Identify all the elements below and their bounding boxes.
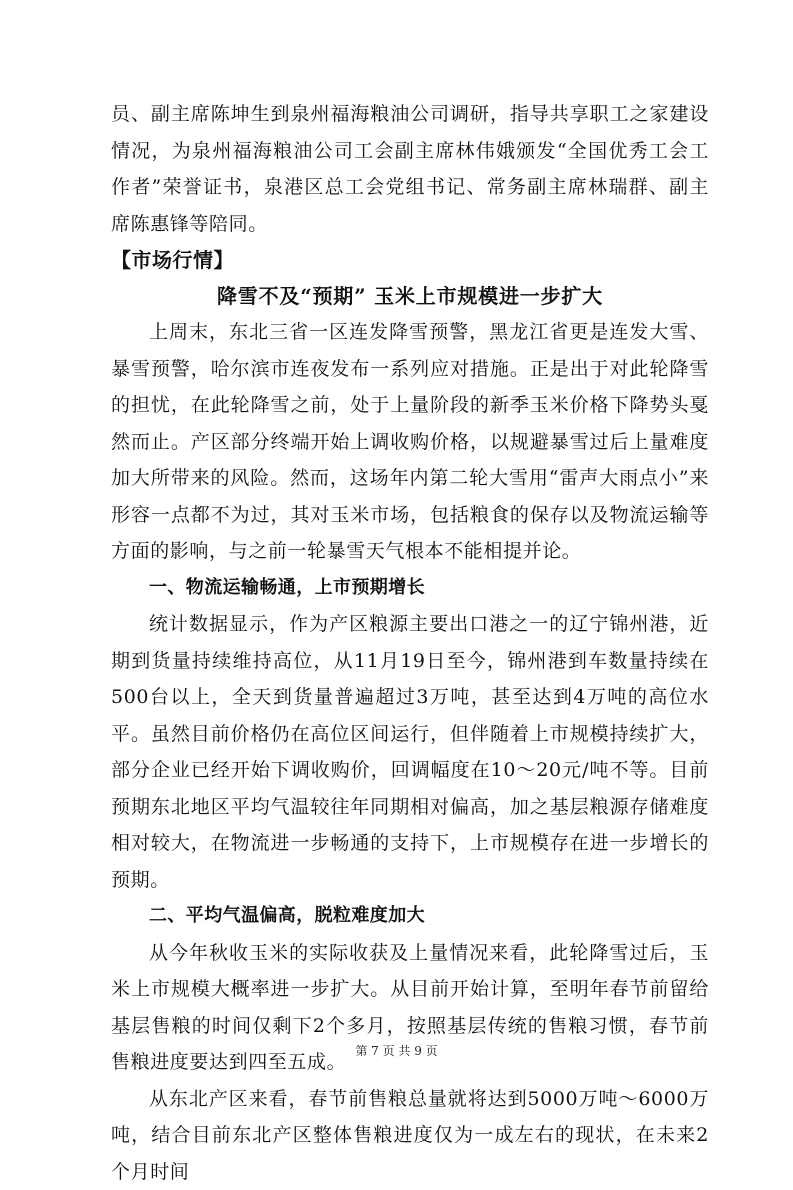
continued-paragraph: 员、副主席陈坤生到泉州福海粮油公司调研，指导共享职工之家建设情况，为泉州福海粮油公司工会副主席林伟娥颁发“全国优秀工会工作者”荣誉证书，泉港区总工会党组书记、常务副主席林瑞群、副主席陈惠锋等陪同。 [111,96,709,242]
northeast-paragraph: 从东北产区来看，春节前售粮总量就将达到5000万吨～6000万吨，结合目前东北产区整体售粮进度仅为一成左右的现状，在未来2个月时间 [111,1081,709,1190]
page-number-footer: 第 7 页 共 9 页 [0,1042,793,1059]
section-tag: 【市场行情】 [111,242,709,278]
logistics-paragraph: 统计数据显示，作为产区粮源主要出口港之一的辽宁锦州港，近期到货量持续维持高位，从11月19日至今，锦州港到车数量持续在500台以上，全天到货量普遍超过3万吨，甚至达到4万吨的高位水平。虽然目前价格仍在高位区间运行，但伴随着上市规模持续扩大，部分企业已经开始下调收购价，回调幅度在10～20元/吨不等。目前预期东北地区平均气温较往年同期相对偏高，加之基层粮源存储难度相对较大，在物流进一步畅通的支持下，上市规模存在进一步增长的预期。 [111,606,709,898]
subheading-logistics: 一、物流运输畅通，上市预期增长 [111,570,709,607]
subheading-temperature: 二、平均气温偏高，脱粒难度加大 [111,898,709,935]
article-title: 降雪不及“预期” 玉米上市规模进一步扩大 [111,278,709,314]
intro-paragraph: 上周末，东北三省一区连发降雪预警，黑龙江省更是连发大雪、暴雪预警，哈尔滨市连夜发布一系列应对措施。正是出于对此轮降雪的担忧，在此轮降雪之前，处于上量阶段的新季玉米价格下降势头戛然而止。产区部分终端开始上调收购价格，以规避暴雪过后上量难度加大所带来的风险。然而，这场年内第二轮大雪用“雷声大雨点小”来形容一点都不为过，其对玉米市场，包括粮食的保存以及物流运输等方面的影响，与之前一轮暴雪天气根本不能相提并论。 [111,314,709,570]
harvest-paragraph: 从今年秋收玉米的实际收获及上量情况来看，此轮降雪过后，玉米上市规模大概率进一步扩大。从目前开始计算，至明年春节前留给基层售粮的时间仅剩下2个多月，按照基层传统的售粮习惯，春节前售粮进度要达到四至五成。 [111,935,709,1081]
page-body [111,96,709,1190]
